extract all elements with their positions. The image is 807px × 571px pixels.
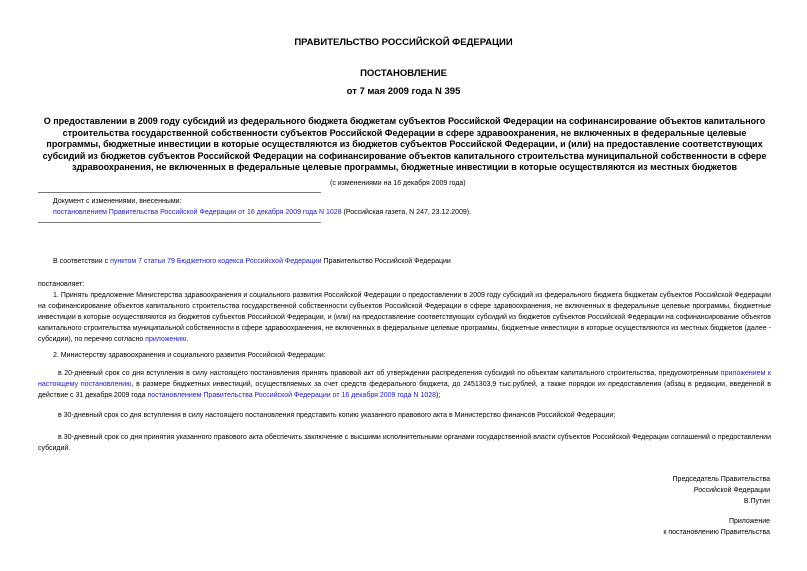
document-date-number: от 7 мая 2009 года N 395	[346, 86, 461, 97]
paragraph-1	[38, 290, 771, 345]
paragraph-2a	[38, 368, 771, 401]
amendments-note: (с изменениями на 16 декабря 2009 года)	[330, 180, 466, 187]
changes-source: (Российская газета, N 247, 23.12.2009).	[341, 209, 472, 216]
government-heading: ПРАВИТЕЛЬСТВО РОССИЙСКОЙ ФЕДЕРАЦИИ	[294, 37, 513, 48]
paragraph-2: 2. Министерству здравоохранения и социального развития Российской Федерации:	[53, 352, 326, 359]
paragraph-2c: в 30-дневный срок со дня принятия указанного правового акта обеспечить заключение с высшими исполнительными органами государственной власти субъектов Российской Федерации соглашений о предоставлении субсидий.	[38, 434, 771, 452]
paragraph-2a-text-2: , в размере бюджетных инвестиций, осуществляемых за счет средств федерального бюджета, до 2451303,9 тыс.рублей, а также порядок их предоставления (абзац в редакции, введенной в действие с 31 декабря 2009 года	[38, 381, 771, 399]
changes-reference	[53, 207, 471, 218]
signature-name: В.Путин	[743, 498, 770, 505]
appendix-reference: к постановлению Правительства	[663, 529, 770, 536]
paragraph-1-end: .	[186, 336, 189, 343]
amending-decree-link-2[interactable]: постановлением Правительства Российской Федерации от 16 декабря 2009 года N 1028	[147, 392, 437, 399]
appendix-label: Приложение	[728, 518, 770, 525]
paragraph-1-text: 1. Принять предложение Министерства здравоохранения и социального развития Российской Федерации о предоставлении в 2009 году субсидий из федерального бюджета бюджетам субъектов Российской Федерации на софинансирование объектов капитального строительства государственной собственности субъектов Российской Федерации в сфере здравоохранения, не включенных в федеральные целевые программы, бюджетные инвестиции в которые осуществляются из бюджетов субъектов Российской Федерации, и (или) на предоставление соответствующих субсидий из бюджетов субъектов Российской Федерации на софинансирование объектов капитального строительства муниципальной собственности в сфере здравоохранения, не включенных в федеральные целевые программы, бюджетные инвестиции в которые осуществляются из местных бюджетов (далее - субсидии), по перечню согласно	[38, 292, 771, 343]
signature-body: Российской Федерации	[693, 487, 770, 494]
divider-bottom	[38, 222, 321, 223]
basis-text-pre: В соответствии с	[53, 258, 111, 265]
divider-top	[38, 192, 321, 193]
paragraph-2a-text-3: );	[436, 392, 441, 399]
document-title: О предоставлении в 2009 году субсидий из федерального бюджета бюджетам субъектов Российской Федерации на софинансирование объектов капитального строительства государственной собственности субъектов Российской Федерации в сфере здравоохранения, не включенных в федеральные целевые программы, бюджетные инвестиции в которые осуществляются из бюджетов субъектов Российской Федерации, и (или) на предоставление соответствующих субсидий из бюджетов субъектов Российской Федерации на софинансирование объектов капитального строительства муниципальной собственности в сфере здравоохранения, не включенных в федеральные целевые программы, бюджетные инвестиции в которые осуществляются из местных бюджетов	[42, 116, 767, 172]
resolves-word: постановляет:	[38, 281, 85, 288]
appendix-link[interactable]: приложению	[145, 336, 187, 343]
budget-code-link[interactable]: пунктом 7 статьи 79 Бюджетного кодекса Российской Федерации	[110, 258, 322, 265]
signature-position: Председатель Правительства	[672, 476, 770, 483]
paragraph-2a-text-1: в 20-дневный срок со дня вступления в силу настоящего постановления принять правовой акт об утверждении распределения субсидий по объектам капитального строительства, предусмотренным	[58, 370, 721, 377]
appendix-heading	[663, 516, 770, 538]
document-type-heading: ПОСТАНОВЛЕНИЕ	[360, 68, 447, 79]
signature-block	[673, 474, 770, 507]
basis-text-post: Правительство Российской Федерации	[321, 258, 451, 265]
legal-basis	[53, 256, 773, 267]
changes-label: Документ с изменениями, внесенными:	[53, 198, 182, 205]
paragraph-2b: в 30-дневный срок со дня вступления в силу настоящего постановления представить копию указанного правового акта в Министерство финансов Российской Федерации;	[58, 412, 616, 419]
appendix-to-decree-link[interactable]: приложением к настоящему постановлению	[38, 370, 771, 388]
amending-decree-link[interactable]: постановлением Правительства Российской Федерации от 16 декабря 2009 года N 1028	[53, 209, 342, 216]
